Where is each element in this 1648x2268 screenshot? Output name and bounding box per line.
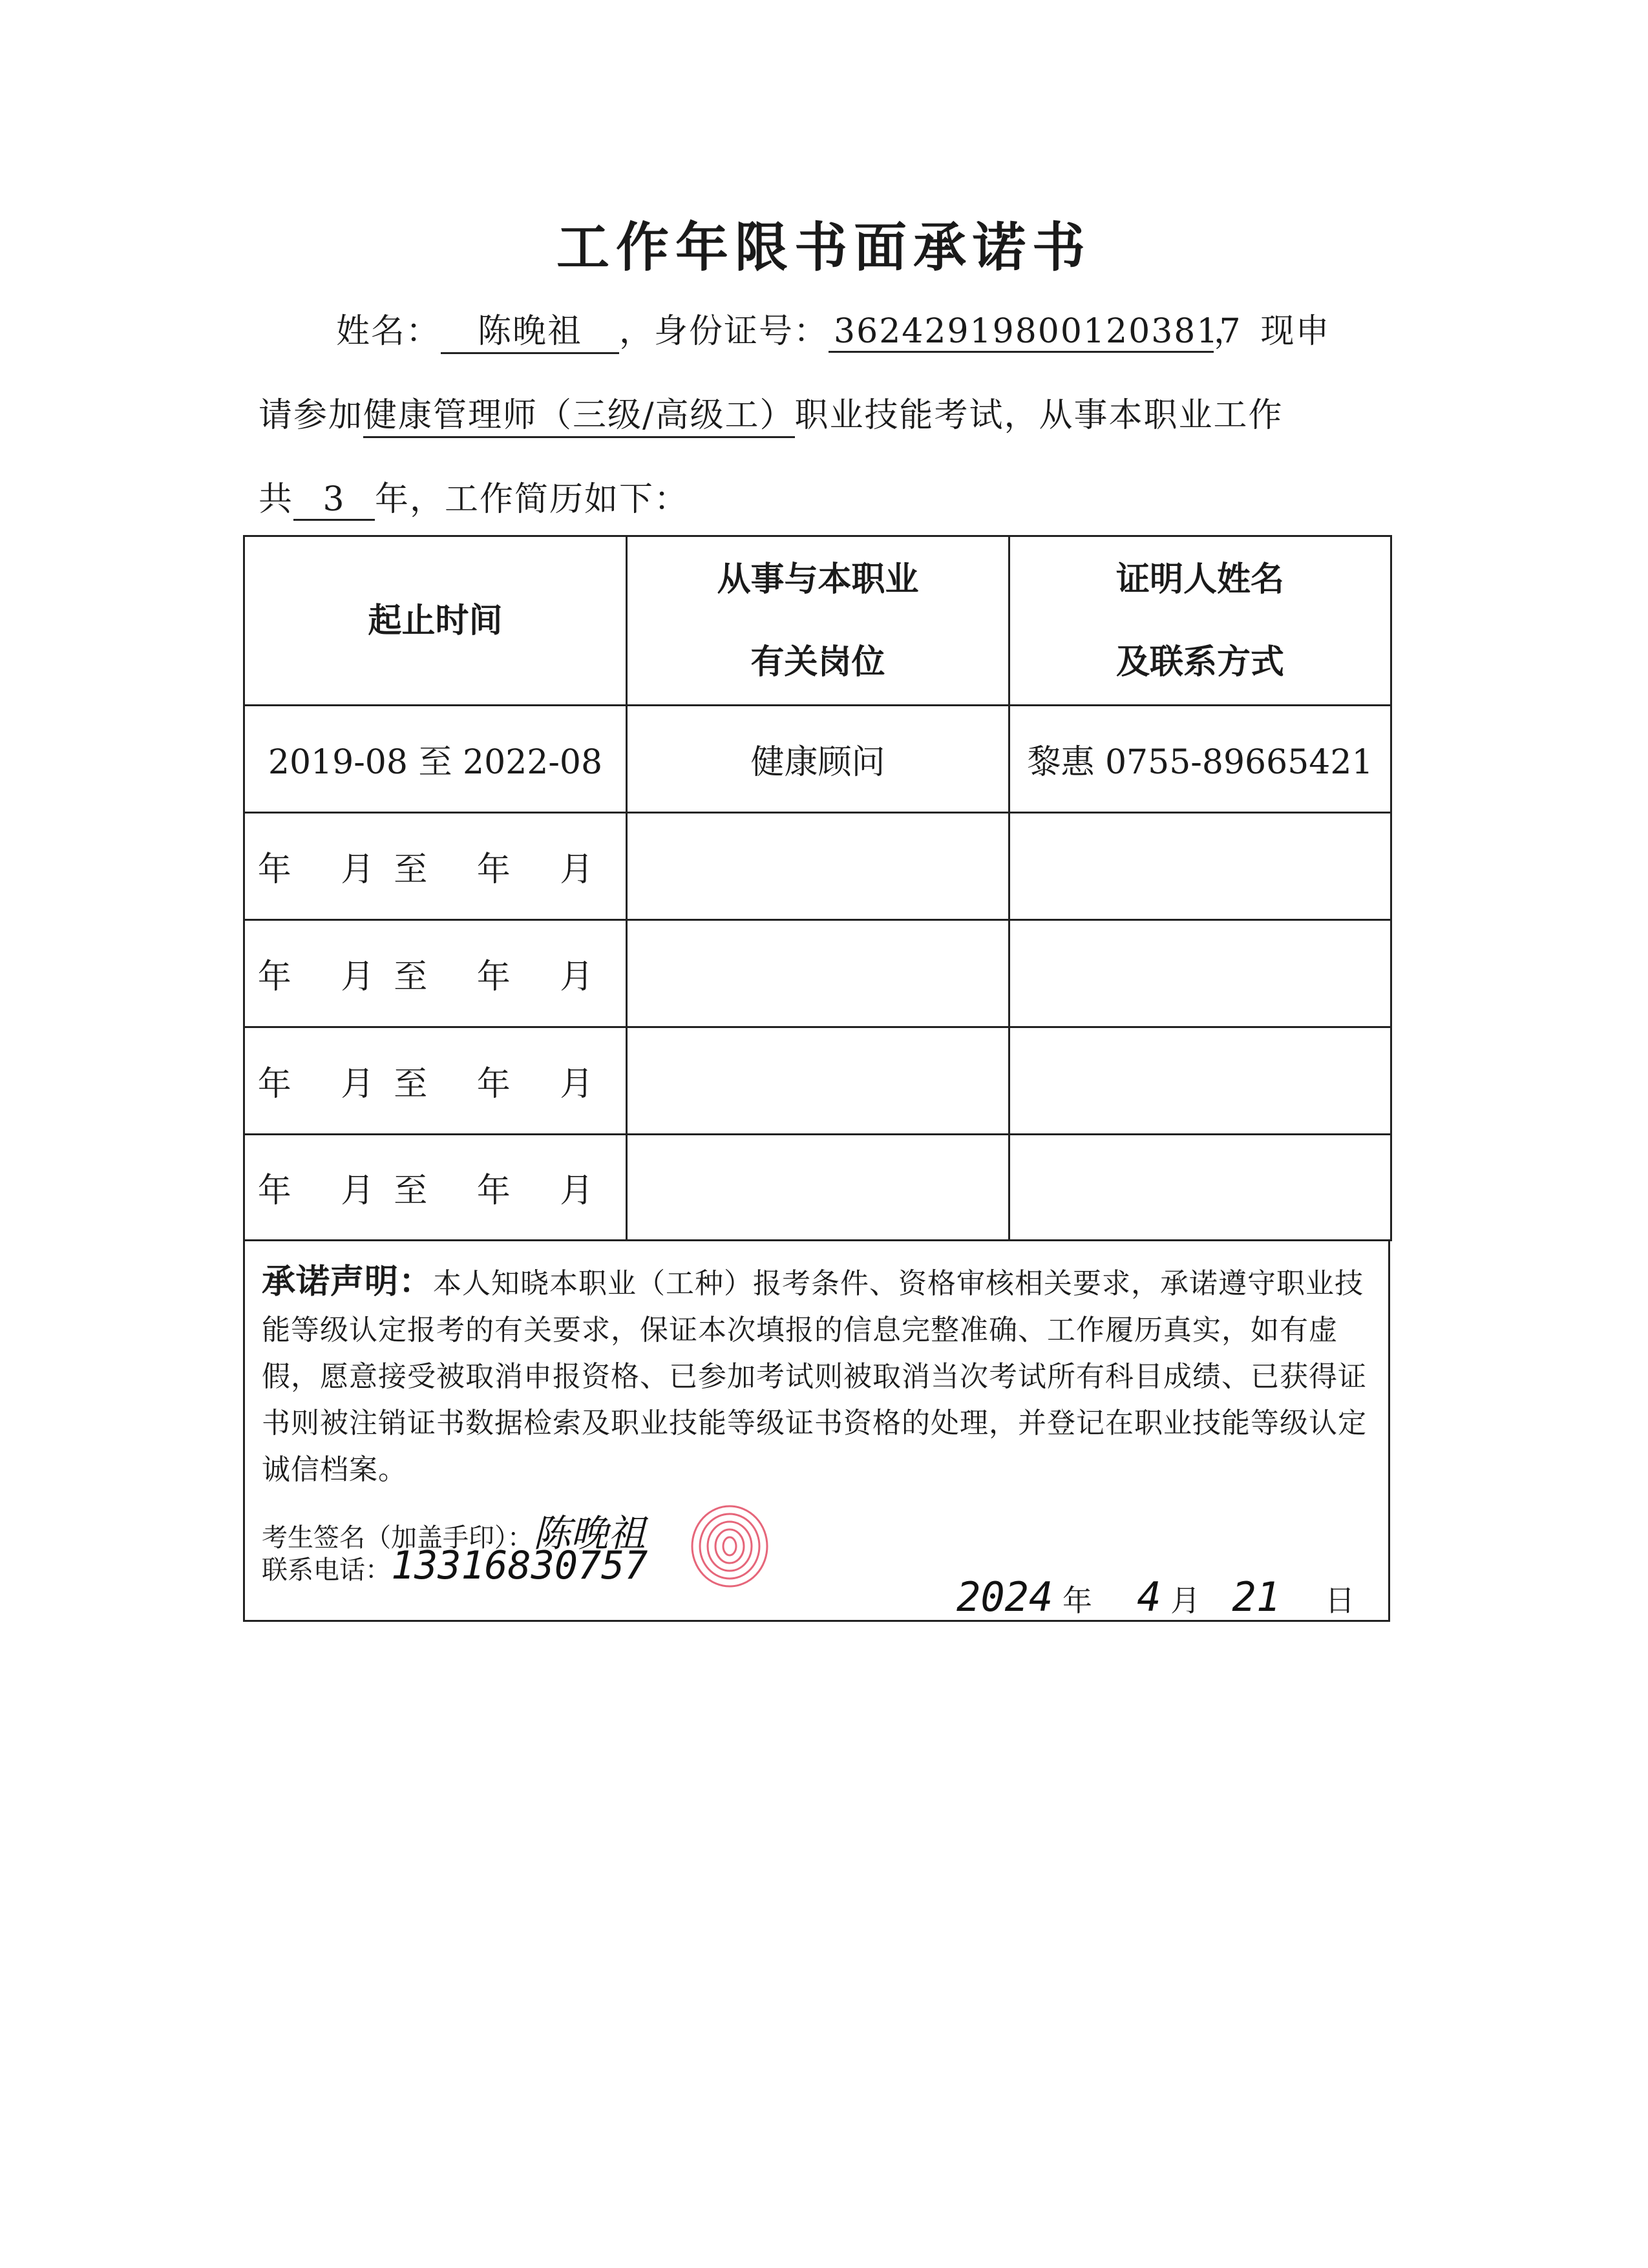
intro-line-1	[336, 304, 1331, 354]
intro-line-2	[259, 388, 1284, 438]
years-value: 3	[293, 480, 375, 521]
pledge-statement	[262, 1259, 1372, 1493]
period-cell: 2019-08 至 2022-08	[244, 706, 627, 813]
position-cell	[627, 1027, 1009, 1135]
table-row	[244, 920, 1391, 1027]
phone-value: 13316830757	[391, 1543, 648, 1588]
period-cell: 年 月至 年 月	[244, 1135, 627, 1241]
date-day-unit: 日	[1325, 1583, 1355, 1618]
exam-tail: 职业技能考试，从事本职业工作	[794, 396, 1284, 435]
intro-line-3	[259, 472, 689, 521]
name-label: 姓名：	[336, 312, 441, 351]
header-period: 起止时间	[244, 536, 627, 706]
table-row	[244, 706, 1391, 813]
intro-line-1-tail: ， 现申	[1214, 312, 1331, 351]
header-reference: 证明人姓名 及联系方式	[1009, 536, 1391, 706]
fingerprint-icon	[684, 1498, 775, 1595]
id-number-value: 362429198001203817	[829, 312, 1214, 353]
table-row	[244, 813, 1391, 920]
exam-value: 健康管理师（三级/高级工）	[363, 388, 795, 438]
date-month-unit: 月	[1170, 1583, 1201, 1618]
position-cell	[627, 1135, 1009, 1241]
period-cell: 年 月至 年 月	[244, 920, 627, 1027]
position-cell	[627, 813, 1009, 920]
header-position: 从事与本职业 有关岗位	[627, 536, 1009, 706]
date-month: 4	[1137, 1573, 1161, 1621]
signature-label: 考生签名（加盖手印）：	[262, 1523, 533, 1553]
table-header-row	[244, 536, 1391, 706]
phone-label: 联系电话：	[262, 1555, 391, 1585]
date-day: 21	[1232, 1573, 1281, 1621]
work-history-table	[243, 535, 1392, 1241]
reference-cell	[1009, 1027, 1391, 1135]
exam-prefix: 请参加	[259, 396, 364, 435]
signature-value: 陈晚祖	[533, 1511, 646, 1555]
period-cell: 年 月至 年 月	[244, 813, 627, 920]
pledge-text: 本人知晓本职业（工种）报考条件、资格审核相关要求，承诺遵守职业技能等级认定报考的有关要求，保证本次填报的信息完整准确、工作履历真实，如有虚假，愿意接受被取消申报资格、已参加考试则被取消当次考试所有科目成绩、已获得证书则被注销证书数据检索及职业技能等级证书资格的处理，并登记在职业技能等级认定诚信档案。	[262, 1267, 1367, 1486]
years-tail: 年，工作简历如下：	[375, 480, 690, 519]
reference-cell	[1009, 920, 1391, 1027]
period-cell: 年 月至 年 月	[244, 1027, 627, 1135]
document-title: 工作年限书面承诺书	[556, 217, 1092, 278]
phone-row	[262, 1543, 648, 1588]
reference-cell: 黎惠 0755-89665421	[1009, 706, 1391, 813]
id-label: ，身份证号：	[619, 312, 829, 351]
date-row	[956, 1573, 1355, 1621]
table-row	[244, 1135, 1391, 1241]
position-cell: 健康顾问	[627, 706, 1009, 813]
date-year-unit: 年	[1062, 1583, 1092, 1618]
years-prefix: 共	[259, 480, 294, 519]
pledge-section	[243, 1239, 1390, 1622]
pledge-label: 承诺声明：	[262, 1263, 434, 1301]
reference-cell	[1009, 1135, 1391, 1241]
date-year: 2024	[956, 1573, 1053, 1621]
position-cell	[627, 920, 1009, 1027]
table-row	[244, 1027, 1391, 1135]
reference-cell	[1009, 813, 1391, 920]
name-value: 陈晚祖	[441, 304, 619, 354]
